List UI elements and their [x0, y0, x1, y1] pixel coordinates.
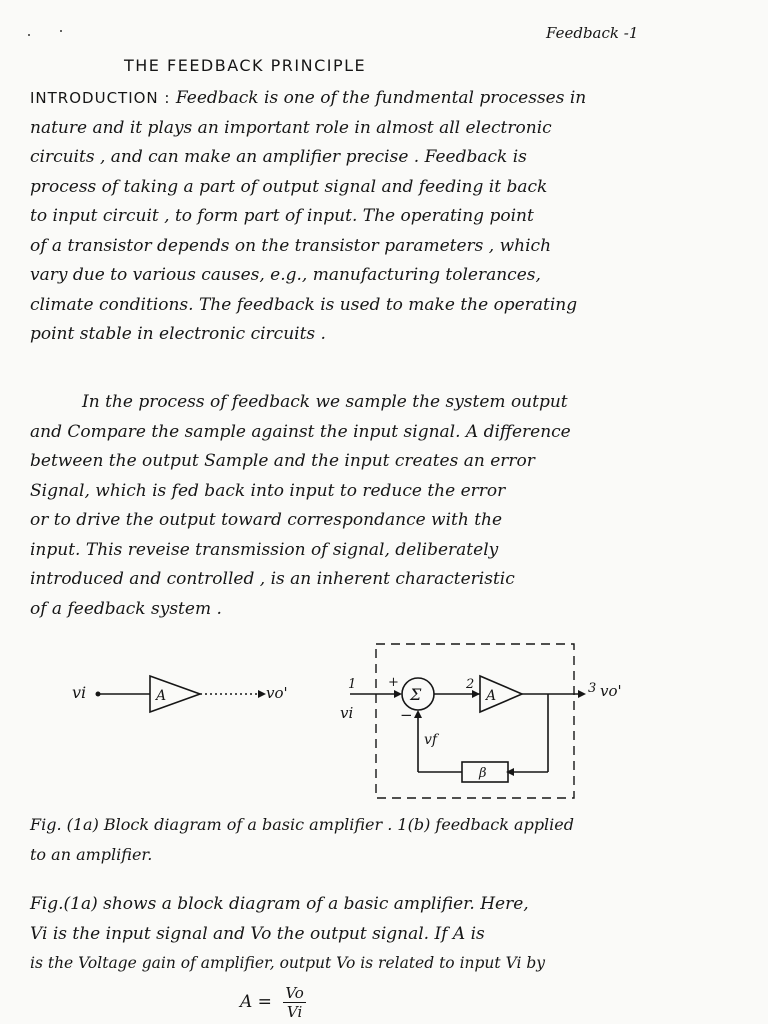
diagram-b-input-label: vi [340, 704, 354, 722]
text-line [30, 84, 768, 114]
formula-lhs: A = [240, 992, 272, 1012]
diagram-a-block-label: A [156, 688, 167, 704]
fraction-denominator: Vi [286, 1003, 303, 1021]
page-label: Feedback -1 [546, 24, 639, 42]
feedback-process-paragraph [30, 388, 768, 624]
diagram-a-input-label: vi [72, 683, 87, 702]
text-line: nature and it plays an important role in almost all electronic [30, 117, 552, 138]
minus-sign: − [400, 706, 413, 724]
diagram-feedback-amplifier [340, 644, 622, 798]
text-line-content: Feedback is one of the fundmental processes in [175, 88, 587, 108]
text-line: to input circuit , to form part of input. The operating point [30, 206, 534, 226]
beta-label: β [479, 766, 487, 781]
text-line: and Compare the sample against the input signal. A difference [30, 421, 571, 442]
block-diagrams [0, 640, 768, 800]
output-arrow [258, 690, 266, 698]
text-line: input. This reveise transmission of signal, deliberately [30, 539, 499, 560]
node-3-label: 3 [588, 681, 597, 696]
feedback-voltage-label: vf [424, 732, 438, 748]
feedback-input-arrow [414, 710, 422, 718]
fraction-numerator: Vo [285, 984, 304, 1002]
figure-explanation-paragraph [30, 890, 768, 979]
text-line: Fig.(1a) shows a block diagram of a basic amplifier. Here, [30, 894, 529, 914]
text-line: vary due to various causes, e.g., manufacturing tolerances, [30, 265, 541, 285]
text-line: In the process of feedback we sample the system output [82, 392, 568, 412]
output-arrow [578, 690, 586, 698]
text-line: introduced and controlled , is an inherent characteristic [30, 569, 515, 589]
figure-caption [30, 810, 574, 870]
caption-line: to an amplifier. [30, 845, 153, 864]
text-line: is the Voltage gain of amplifier, output Vo is related to input Vi by [30, 954, 546, 972]
text-line: between the output Sample and the input creates an error [30, 451, 535, 471]
gain-fraction [283, 984, 306, 1021]
text-line: point stable in electronic circuits . [30, 324, 326, 344]
input-arrow [394, 690, 402, 698]
text-line: of a transistor depends on the transistor parameters , which [30, 235, 552, 256]
text-line: Vi is the input signal and Vo the output signal. If A is [30, 923, 485, 944]
diagram-b-amp-label: A [486, 688, 497, 704]
caption-line: Fig. (1a) Block diagram of a basic amplifier . 1(b) feedback applied [30, 815, 574, 834]
diagram-b-output-label: vo' [600, 682, 622, 700]
introduction-paragraph [30, 84, 768, 350]
text-line: climate conditions. The feedback is used to make the operating [30, 294, 578, 315]
text-line: or to drive the output toward correspondance with the [30, 510, 503, 530]
text-line: circuits , and can make an amplifier precise . Feedback is [30, 147, 527, 167]
node-2-label: 2 [466, 677, 475, 692]
plus-sign: + [388, 675, 399, 690]
diagram-basic-amplifier [72, 676, 288, 712]
gain-formula [240, 984, 306, 1021]
page-title: THE FEEDBACK PRINCIPLE [124, 56, 367, 75]
pen-mark [28, 34, 30, 36]
text-line: Signal, which is fed back into input to reduce the error [30, 480, 506, 501]
diagram-a-output-label: vo' [266, 684, 288, 702]
text-line: of a feedback system . [30, 598, 222, 619]
summer-symbol: Σ [410, 685, 422, 704]
text-line: process of taking a part of output signal and feeding it back [30, 176, 548, 197]
introduction-lead: INTRODUCTION : [30, 89, 171, 107]
pen-mark [60, 30, 62, 32]
node-1-label: 1 [348, 677, 357, 692]
